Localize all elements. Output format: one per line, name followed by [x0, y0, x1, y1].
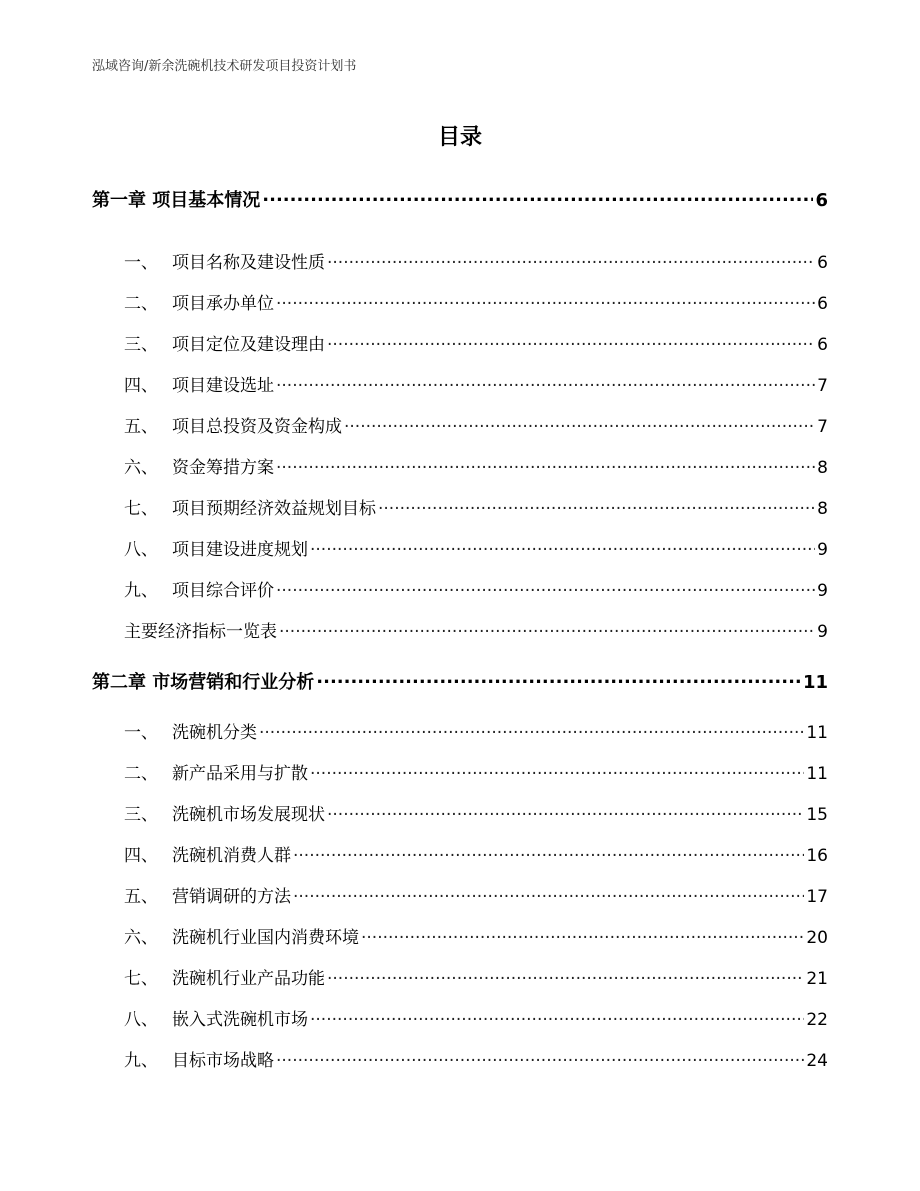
- toc-section[interactable]: 五、 营销调研的方法 ..... 17: [124, 882, 828, 907]
- toc-page-number: 8: [817, 458, 828, 478]
- toc-section[interactable]: 九、 目标市场战略 ..... 24: [124, 1046, 828, 1071]
- toc-section[interactable]: 三、 项目定位及建设理由 ..... 6: [124, 330, 828, 355]
- toc-chapter-1[interactable]: [92, 186, 828, 212]
- toc-section[interactable]: 七、 洗碗机行业产品功能 ..... 21: [124, 964, 828, 989]
- toc-leader: [316, 670, 801, 688]
- toc-page-number: 9: [817, 540, 828, 560]
- toc-page-number: 9: [817, 581, 828, 601]
- toc-page-number: 16: [806, 846, 828, 866]
- toc-section[interactable]: 二、 项目承办单位 ..... 6: [124, 289, 828, 314]
- toc-page-number: 6: [817, 253, 828, 273]
- toc-page-number: 20: [806, 928, 828, 948]
- toc-section[interactable]: 主要经济指标一览表 ..... 9: [124, 617, 828, 642]
- toc-page-number: 17: [806, 887, 828, 907]
- toc-section[interactable]: 七、 项目预期经济效益规划目标 ..... 8: [124, 494, 828, 519]
- toc-section[interactable]: 一、 项目名称及建设性质 ..... 6: [124, 248, 828, 273]
- toc-page-number: 21: [806, 969, 828, 989]
- toc-page-number: 6: [817, 335, 828, 355]
- toc-section[interactable]: 六、 洗碗机行业国内消费环境 ..... 20: [124, 923, 828, 948]
- toc-section[interactable]: 八、 项目建设进度规划 ..... 9: [124, 535, 828, 560]
- toc-page-number: 22: [806, 1010, 828, 1030]
- toc-section[interactable]: 二、 新产品采用与扩散 ..... 11: [124, 759, 828, 784]
- toc-entry-label: 第一章 项目基本情况: [92, 190, 261, 211]
- toc-section[interactable]: 八、 嵌入式洗碗机市场 ..... 22: [124, 1005, 828, 1030]
- toc-page-number: 11: [806, 764, 828, 784]
- toc-page-number: 11: [802, 672, 828, 693]
- toc-page-number: 15: [806, 805, 828, 825]
- toc-page-number: 7: [817, 376, 828, 396]
- toc-section[interactable]: 四、 项目建设选址 ..... 7: [124, 371, 828, 396]
- toc-page-number: 7: [817, 417, 828, 437]
- page-header: 泓域咨询/新余洗碗机技术研发项目投资计划书: [92, 59, 357, 74]
- toc-page-number: 6: [817, 294, 828, 314]
- toc-section[interactable]: 五、 项目总投资及资金构成 ..... 7: [124, 412, 828, 437]
- toc-entry-label: 第二章 市场营销和行业分析: [92, 672, 315, 693]
- toc-page-number: 24: [806, 1051, 828, 1071]
- toc-section[interactable]: 六、 资金筹措方案 ..... 8: [124, 453, 828, 478]
- toc-section[interactable]: 九、 项目综合评价 ..... 9: [124, 576, 828, 601]
- toc-page-number: 9: [817, 622, 828, 642]
- toc-page-number: 8: [817, 499, 828, 519]
- toc-page-number: 11: [806, 723, 828, 743]
- toc-page-number: 6: [815, 190, 828, 211]
- toc-title: 目录: [437, 125, 482, 150]
- toc-chapter-2[interactable]: [92, 668, 828, 694]
- toc-section[interactable]: 三、 洗碗机市场发展现状 ..... 15: [124, 800, 828, 825]
- toc-section[interactable]: 一、 洗碗机分类 ..... 11: [124, 718, 828, 743]
- toc-section[interactable]: 四、 洗碗机消费人群 ..... 16: [124, 841, 828, 866]
- toc-leader: [262, 188, 813, 206]
